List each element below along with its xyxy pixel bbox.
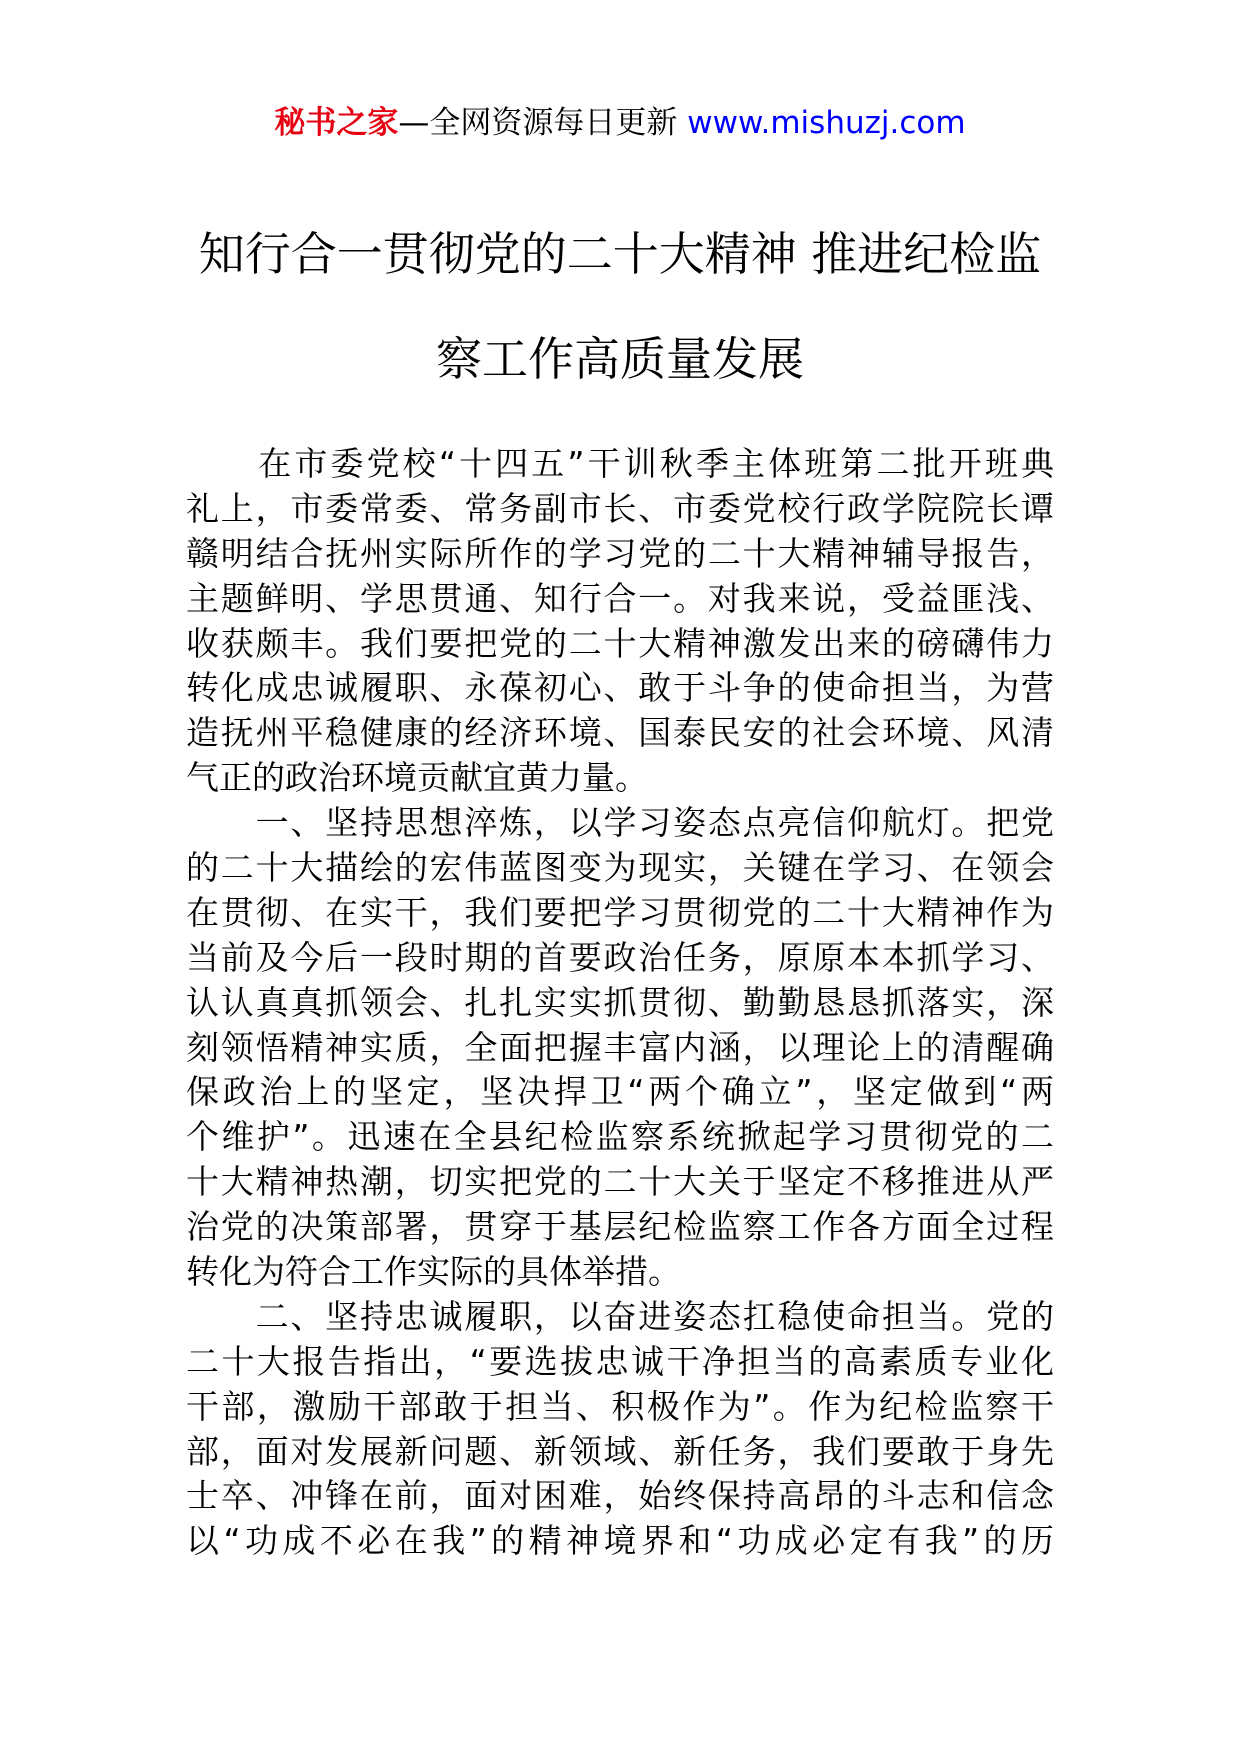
title-line-2: 察工作高质量发展 [436, 332, 804, 386]
paragraph-line: 主题鲜明、学思贯通、知行合一。对我来说，受益匪浅、 [186, 578, 1054, 618]
paragraph-line: 在市委党校“十四五”干训秋季主体班第二批开班典 [186, 444, 1054, 483]
site-tagline: —全网资源每日更新 [398, 105, 678, 141]
paragraph-line: 刻领悟精神实质，全面把握丰富内涵，以理论上的清醒确 [186, 1027, 1054, 1067]
paragraph-line: 在贯彻、在实干，我们要把学习贯彻党的二十大精神作为 [186, 892, 1054, 932]
paragraph-line: 个维护”。迅速在全县纪检监察系统掀起学习贯彻党的二 [186, 1117, 1054, 1157]
body-paragraph [186, 801, 1054, 1295]
paragraph-line: 干部，激励干部敢于担当、积极作为”。作为纪检监察干 [186, 1386, 1054, 1426]
body-paragraph [186, 1295, 1054, 1564]
paragraph-line: 收获颇丰。我们要把党的二十大精神激发出来的磅礴伟力 [186, 623, 1054, 663]
document-body [186, 442, 1054, 1564]
paragraph-line: 的二十大描绘的宏伟蓝图变为现实，关键在学习、在领会 [186, 848, 1054, 888]
paragraph-line: 礼上，市委常委、常务副市长、市委党校行政学院院长谭 [186, 488, 1054, 528]
paragraph-line: 二十大报告指出，“要选拔忠诚干净担当的高素质专业化 [186, 1341, 1054, 1381]
document-title [170, 202, 1070, 412]
paragraph-line: 二、坚持忠诚履职，以奋进姿态扛稳使命担当。党的 [186, 1296, 1054, 1336]
paragraph-line: 一、坚持思想淬炼，以学习姿态点亮信仰航灯。把党 [186, 803, 1054, 843]
paragraph-line: 当前及今后一段时期的首要政治任务，原原本本抓学习、 [186, 937, 1054, 977]
paragraph-line: 赣明结合抚州实际所作的学习党的二十大精神辅导报告， [186, 533, 1054, 573]
paragraph-line: 认认真真抓领会、扎扎实实抓贯彻、勤勤恳恳抓落实，深 [186, 982, 1054, 1022]
paragraph-line: 士卒、冲锋在前，面对困难，始终保持高昂的斗志和信念 [186, 1476, 1054, 1516]
title-line-1: 知行合一贯彻党的二十大精神 推进纪检监 [198, 227, 1042, 281]
paragraph-line: 保政治上的坚定，坚决捍卫“两个确立”，坚定做到“两 [186, 1072, 1054, 1112]
body-paragraph [186, 442, 1054, 801]
paragraph-line: 十大精神热潮，切实把党的二十大关于坚定不移推进从严 [186, 1162, 1054, 1202]
paragraph-line: 气正的政治环境贡献宜黄力量。 [186, 758, 648, 798]
paragraph-line: 转化成忠诚履职、永葆初心、敢于斗争的使命担当，为营 [186, 668, 1054, 708]
paragraph-line: 以“功成不必在我”的精神境界和“功成必定有我”的历 [186, 1521, 1054, 1561]
paragraph-line: 转化为符合工作实际的具体举措。 [186, 1252, 681, 1292]
site-url-link[interactable]: www.mishuzj.com [687, 105, 966, 141]
paragraph-line: 部，面对发展新问题、新领域、新任务，我们要敢于身先 [186, 1431, 1054, 1471]
site-header [0, 100, 1240, 146]
site-brand: 秘书之家 [274, 105, 399, 141]
paragraph-line: 治党的决策部署，贯穿于基层纪检监察工作各方面全过程 [186, 1207, 1054, 1247]
paragraph-line: 造抚州平稳健康的经济环境、国泰民安的社会环境、风清 [186, 713, 1054, 753]
